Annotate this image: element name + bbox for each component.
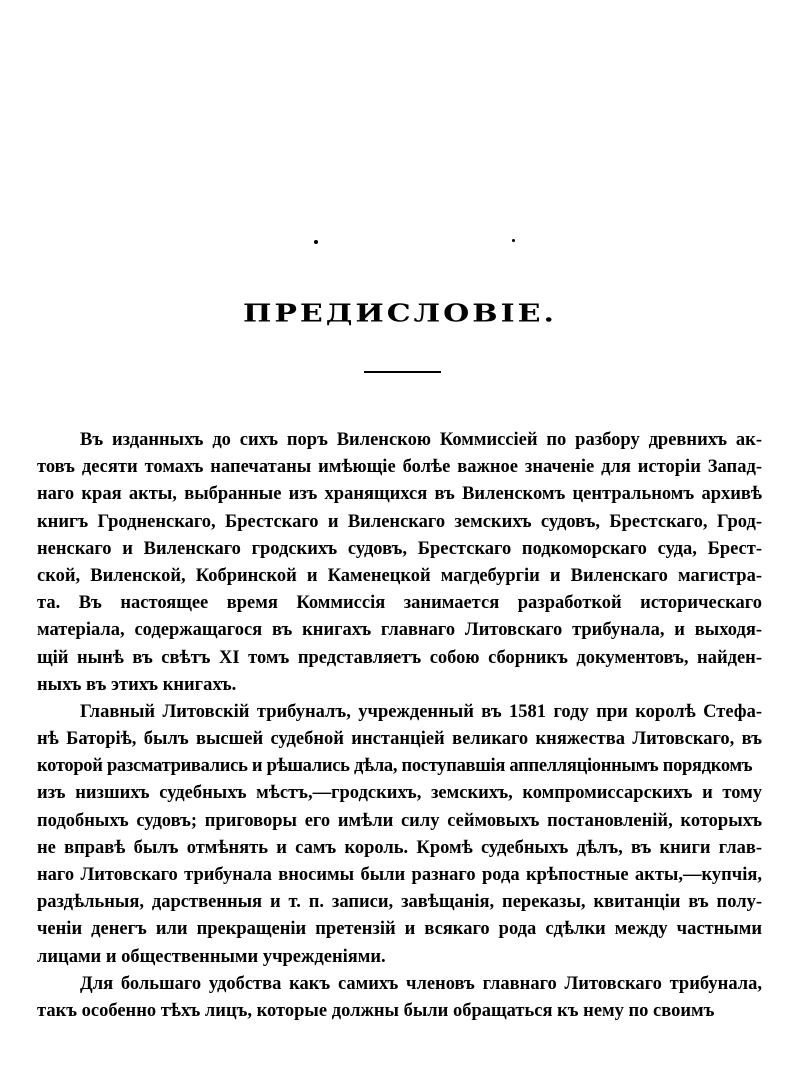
- text-line: Главный Литовскій трибуналъ, учрежденный въ 1581 году при королѣ Стефа-: [80, 701, 762, 722]
- paragraph: [37, 971, 762, 1025]
- text-line: раздѣльныя, дарственныя и т. п. записи, завѣщанія, переказы, квитанціи въ полу-: [37, 892, 762, 913]
- text-line: щій нынѣ въ свѣтъ XI томъ представляетъ собою сборникъ документовъ, найден-: [37, 647, 762, 668]
- text-line: ныхъ въ этихъ книгахъ.: [37, 674, 237, 695]
- heading-divider: [364, 371, 441, 373]
- text-line: ской, Виленской, Кобринской и Каменецкой магдебургіи и Виленскаго магистра-: [37, 565, 762, 586]
- text-line: лицами и общественными учрежденіями.: [37, 946, 386, 967]
- paragraph: [37, 427, 762, 699]
- body-text: [37, 427, 762, 1025]
- text-line: подобныхъ судовъ; приговоры его имѣли силу сеймовыхъ постановленій, которыхъ: [37, 810, 762, 831]
- text-line: ченіи денегъ или прекращеніи претензій и всякаго рода сдѣлки между частными: [37, 919, 762, 940]
- text-line: Для большаго удобства какъ самихъ членовъ главнаго Литовскаго трибунала,: [80, 973, 762, 994]
- print-speck: [314, 240, 318, 244]
- text-line: не вправѣ былъ отмѣнять и самъ король. Кромѣ судебныхъ дѣлъ, въ книги глав-: [37, 837, 762, 858]
- text-line: наго Литовскаго трибунала вносимы были разнаго рода крѣпостные акты,—купчія,: [37, 865, 762, 885]
- text-line: товъ десяти томахъ напечатаны имѣющіе болѣе важное значеніе для исторіи Запад-: [37, 457, 762, 478]
- text-line: нѣ Баторіѣ, былъ высшей судебной инстанціей великаго княжества Литовскаго, въ: [37, 729, 762, 750]
- text-line: матеріала, содержащагося въ книгахъ главнаго Литовскаго трибунала, и выходя-: [37, 620, 762, 641]
- paragraph: [37, 699, 762, 971]
- text-line: наго края акты, выбранные изъ хранящихся въ Виленскомъ центральномъ архивѣ: [37, 484, 762, 505]
- text-line: та. Въ настоящее время Коммиссія занимается разработкой историческаго: [37, 593, 762, 614]
- text-line: изъ низшихъ судебныхъ мѣстъ,—гродскихъ, земскихъ, компромиссарскихъ и тому: [37, 783, 762, 804]
- text-line: книгъ Гродненскаго, Брестскаго и Виленскаго земскихъ судовъ, Брестскаго, Грод-: [37, 511, 762, 532]
- text-line: которой разсматривались и рѣшались дѣла, поступавшія аппелляціоннымъ порядкомъ: [37, 756, 753, 777]
- page-heading: ПРЕДИСЛОВІЕ.: [242, 299, 557, 328]
- text-line: такъ особенно тѣхъ лицъ, которые должны были обращаться къ нему по своимъ: [37, 1000, 715, 1021]
- text-line: Въ изданныхъ до сихъ поръ Виленскою Коммиссіей по разбору древнихъ ак-: [80, 430, 762, 450]
- print-speck: [512, 239, 515, 242]
- text-line: ненскаго и Виленскаго гродскихъ судовъ, Брестскаго подкоморскаго суда, Брест-: [37, 538, 762, 559]
